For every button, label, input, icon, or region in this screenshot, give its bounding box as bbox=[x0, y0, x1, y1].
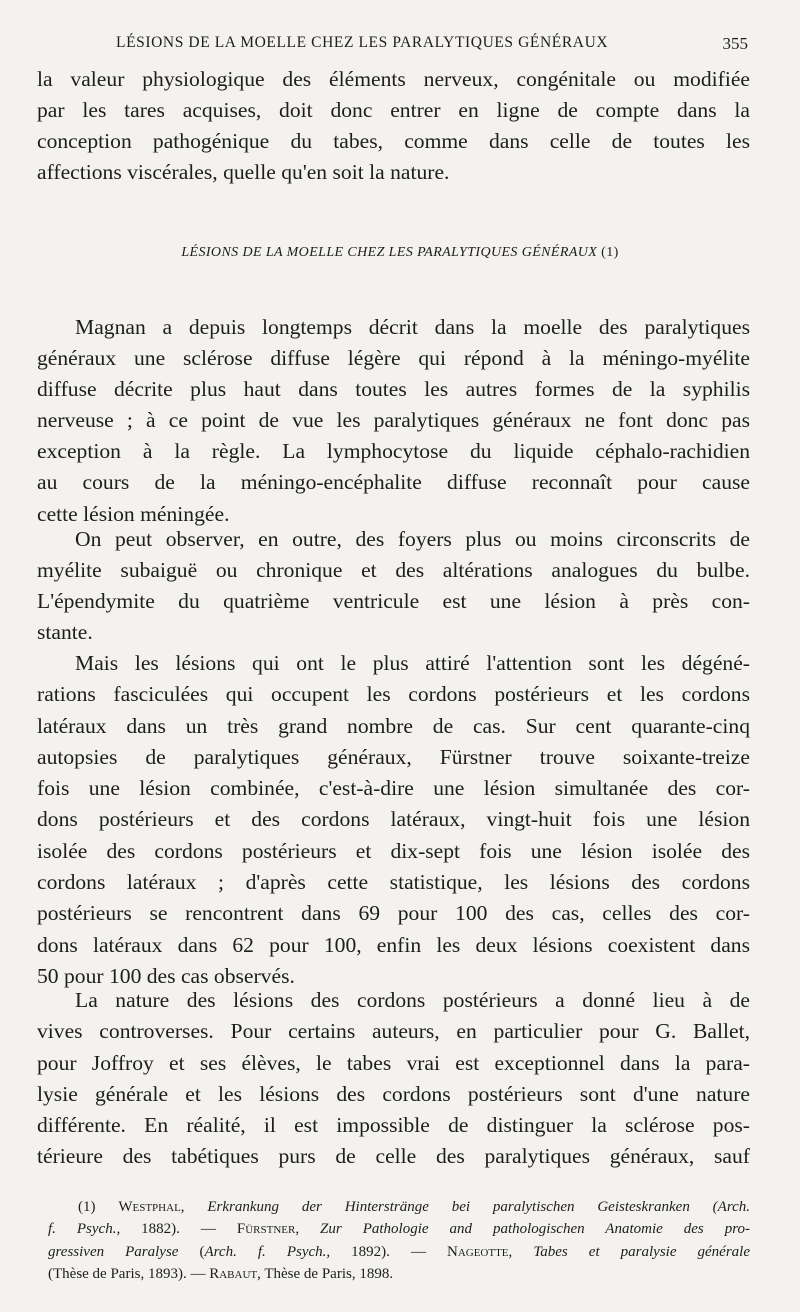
footnote-title: Zur Pathologie and pathologischen Anatomie des pro- bbox=[320, 1221, 750, 1238]
text-line: stante. bbox=[37, 620, 93, 644]
footnote-journal: f. Psych., bbox=[48, 1221, 121, 1238]
text-line: dons postérieurs et des cordons latéraux, vingt-huit fois une lésion bbox=[37, 807, 750, 832]
footnote-author: Nageotte, bbox=[446, 1243, 513, 1260]
footnote-source: Thèse de Paris, 1898. bbox=[264, 1266, 394, 1283]
text-line: On peut observer, en outre, des foyers plus ou moins circonscrits de bbox=[75, 527, 750, 551]
paragraph-foyers bbox=[37, 524, 750, 648]
footnote-journal: Arch. f. Psych., bbox=[204, 1243, 331, 1260]
footnote-source: (Arch. bbox=[712, 1199, 751, 1215]
text-line: Magnan a depuis longtemps décrit dans la moelle des paralytiques bbox=[75, 315, 750, 339]
intro-paragraph bbox=[37, 64, 750, 188]
footnote-author: Fürstner, bbox=[236, 1221, 300, 1238]
text-line: différente. En réalité, il est impossible de distinguer la sclérose pos- bbox=[37, 1113, 750, 1138]
text-line: affections viscérales, quelle qu'en soit la nature. bbox=[37, 159, 450, 184]
footnote-title: Tabes et paralysie générale bbox=[533, 1243, 750, 1260]
footnote bbox=[48, 1196, 750, 1286]
section-heading-text: LÉSIONS DE LA MOELLE CHEZ LES PARALYTIQUES GÉNÉRAUX bbox=[181, 245, 598, 260]
paragraph-nature bbox=[37, 985, 750, 1173]
footnote-line bbox=[48, 1263, 750, 1285]
text-line: diffuse décrite plus haut dans toutes les autres formes de la syphilis bbox=[37, 377, 750, 402]
footnote-author: Westphal, bbox=[118, 1199, 185, 1215]
text-line: cordons latéraux ; d'après cette statistique, les lésions des cordons bbox=[37, 870, 750, 895]
paragraph-magnan bbox=[37, 312, 750, 530]
text-line: autopsies de paralytiques généraux, Fürstner trouve soixante-treize bbox=[37, 744, 750, 769]
text-line: la valeur physiologique des éléments nerveux, congénitale ou modifiée bbox=[37, 67, 750, 91]
text-line: La nature des lésions des cordons postérieurs a donné lieu à de bbox=[75, 988, 750, 1012]
text-line: vives controverses. Pour certains auteurs, en particulier pour G. Ballet, bbox=[37, 1019, 750, 1044]
footnote-source: 1892). — bbox=[351, 1243, 426, 1260]
footnote-line bbox=[48, 1196, 750, 1218]
text-line: exception à la règle. La lymphocytose du liquide céphalo-rachidien bbox=[37, 439, 750, 464]
footnote-title: Erkrankung der Hinterstränge bei paralytischen Geisteskranken bbox=[207, 1199, 690, 1215]
text-line: par les tares acquises, doit donc entrer en ligne de compte dans la bbox=[37, 97, 750, 122]
text-line: lysie générale et les lésions des cordons postérieurs sont d'une nature bbox=[37, 1081, 750, 1106]
footnote-source: ( bbox=[199, 1243, 205, 1260]
footnote-line bbox=[48, 1218, 750, 1240]
text-line: myélite subaiguë ou chronique et des altérations analogues du bulbe. bbox=[37, 558, 750, 582]
text-line: généraux une sclérose diffuse légère qui répond à la méningo-myélite bbox=[37, 346, 750, 371]
footnote-line bbox=[48, 1241, 750, 1263]
paragraph-degenerations bbox=[37, 648, 750, 992]
text-line: pour Joffroy et ses élèves, le tabes vrai est exceptionnel dans la para- bbox=[37, 1050, 750, 1075]
footnote-source: (Thèse de Paris, 1893). — bbox=[48, 1266, 206, 1283]
text-line: conception pathogénique du tabes, comme dans celle de toutes les bbox=[37, 128, 750, 153]
footnote-marker: (1) bbox=[78, 1199, 96, 1215]
text-line: rations fasciculées qui occupent les cordons postérieurs et les cordons bbox=[37, 682, 750, 707]
text-line: cette lésion méningée. bbox=[37, 501, 230, 526]
text-line: nerveuse ; à ce point de vue les paralytiques généraux ne font donc pas bbox=[37, 408, 750, 433]
footnote-author: Rabaut, bbox=[209, 1266, 261, 1283]
footnote-source: 1882). — bbox=[141, 1221, 216, 1238]
page-number: 355 bbox=[722, 34, 748, 53]
text-line: au cours de la méningo-encéphalite diffuse reconnaît pour cause bbox=[37, 470, 750, 495]
text-line: latéraux dans un très grand nombre de cas. Sur cent quarante-cinq bbox=[37, 713, 750, 738]
text-line: fois une lésion combinée, c'est-à-dire une lésion simultanée des cor- bbox=[37, 776, 750, 801]
footnote-reference: (1) bbox=[601, 245, 619, 260]
text-line: 50 pour 100 des cas observés. bbox=[37, 963, 295, 988]
running-head bbox=[40, 34, 752, 58]
text-line: postérieurs se rencontrent dans 69 pour 100 des cas, celles des cor- bbox=[37, 901, 750, 926]
running-title: LÉSIONS DE LA MOELLE CHEZ LES PARALYTIQUES GÉNÉRAUX bbox=[116, 34, 609, 51]
section-heading bbox=[0, 245, 800, 261]
text-line: térieure des tabétiques purs de celle des paralytiques généraux, sauf bbox=[37, 1144, 750, 1169]
text-line: L'épendymite du quatrième ventricule est une lésion à près con- bbox=[37, 589, 750, 613]
text-line: isolée des cordons postérieurs et dix-sept fois une lésion isolée des bbox=[37, 838, 750, 863]
text-line: Mais les lésions qui ont le plus attiré l'attention sont les dégéné- bbox=[75, 651, 750, 675]
text-line: dons latéraux dans 62 pour 100, enfin les deux lésions coexistent dans bbox=[37, 932, 750, 957]
footnote-title: gressiven Paralyse bbox=[48, 1243, 179, 1260]
